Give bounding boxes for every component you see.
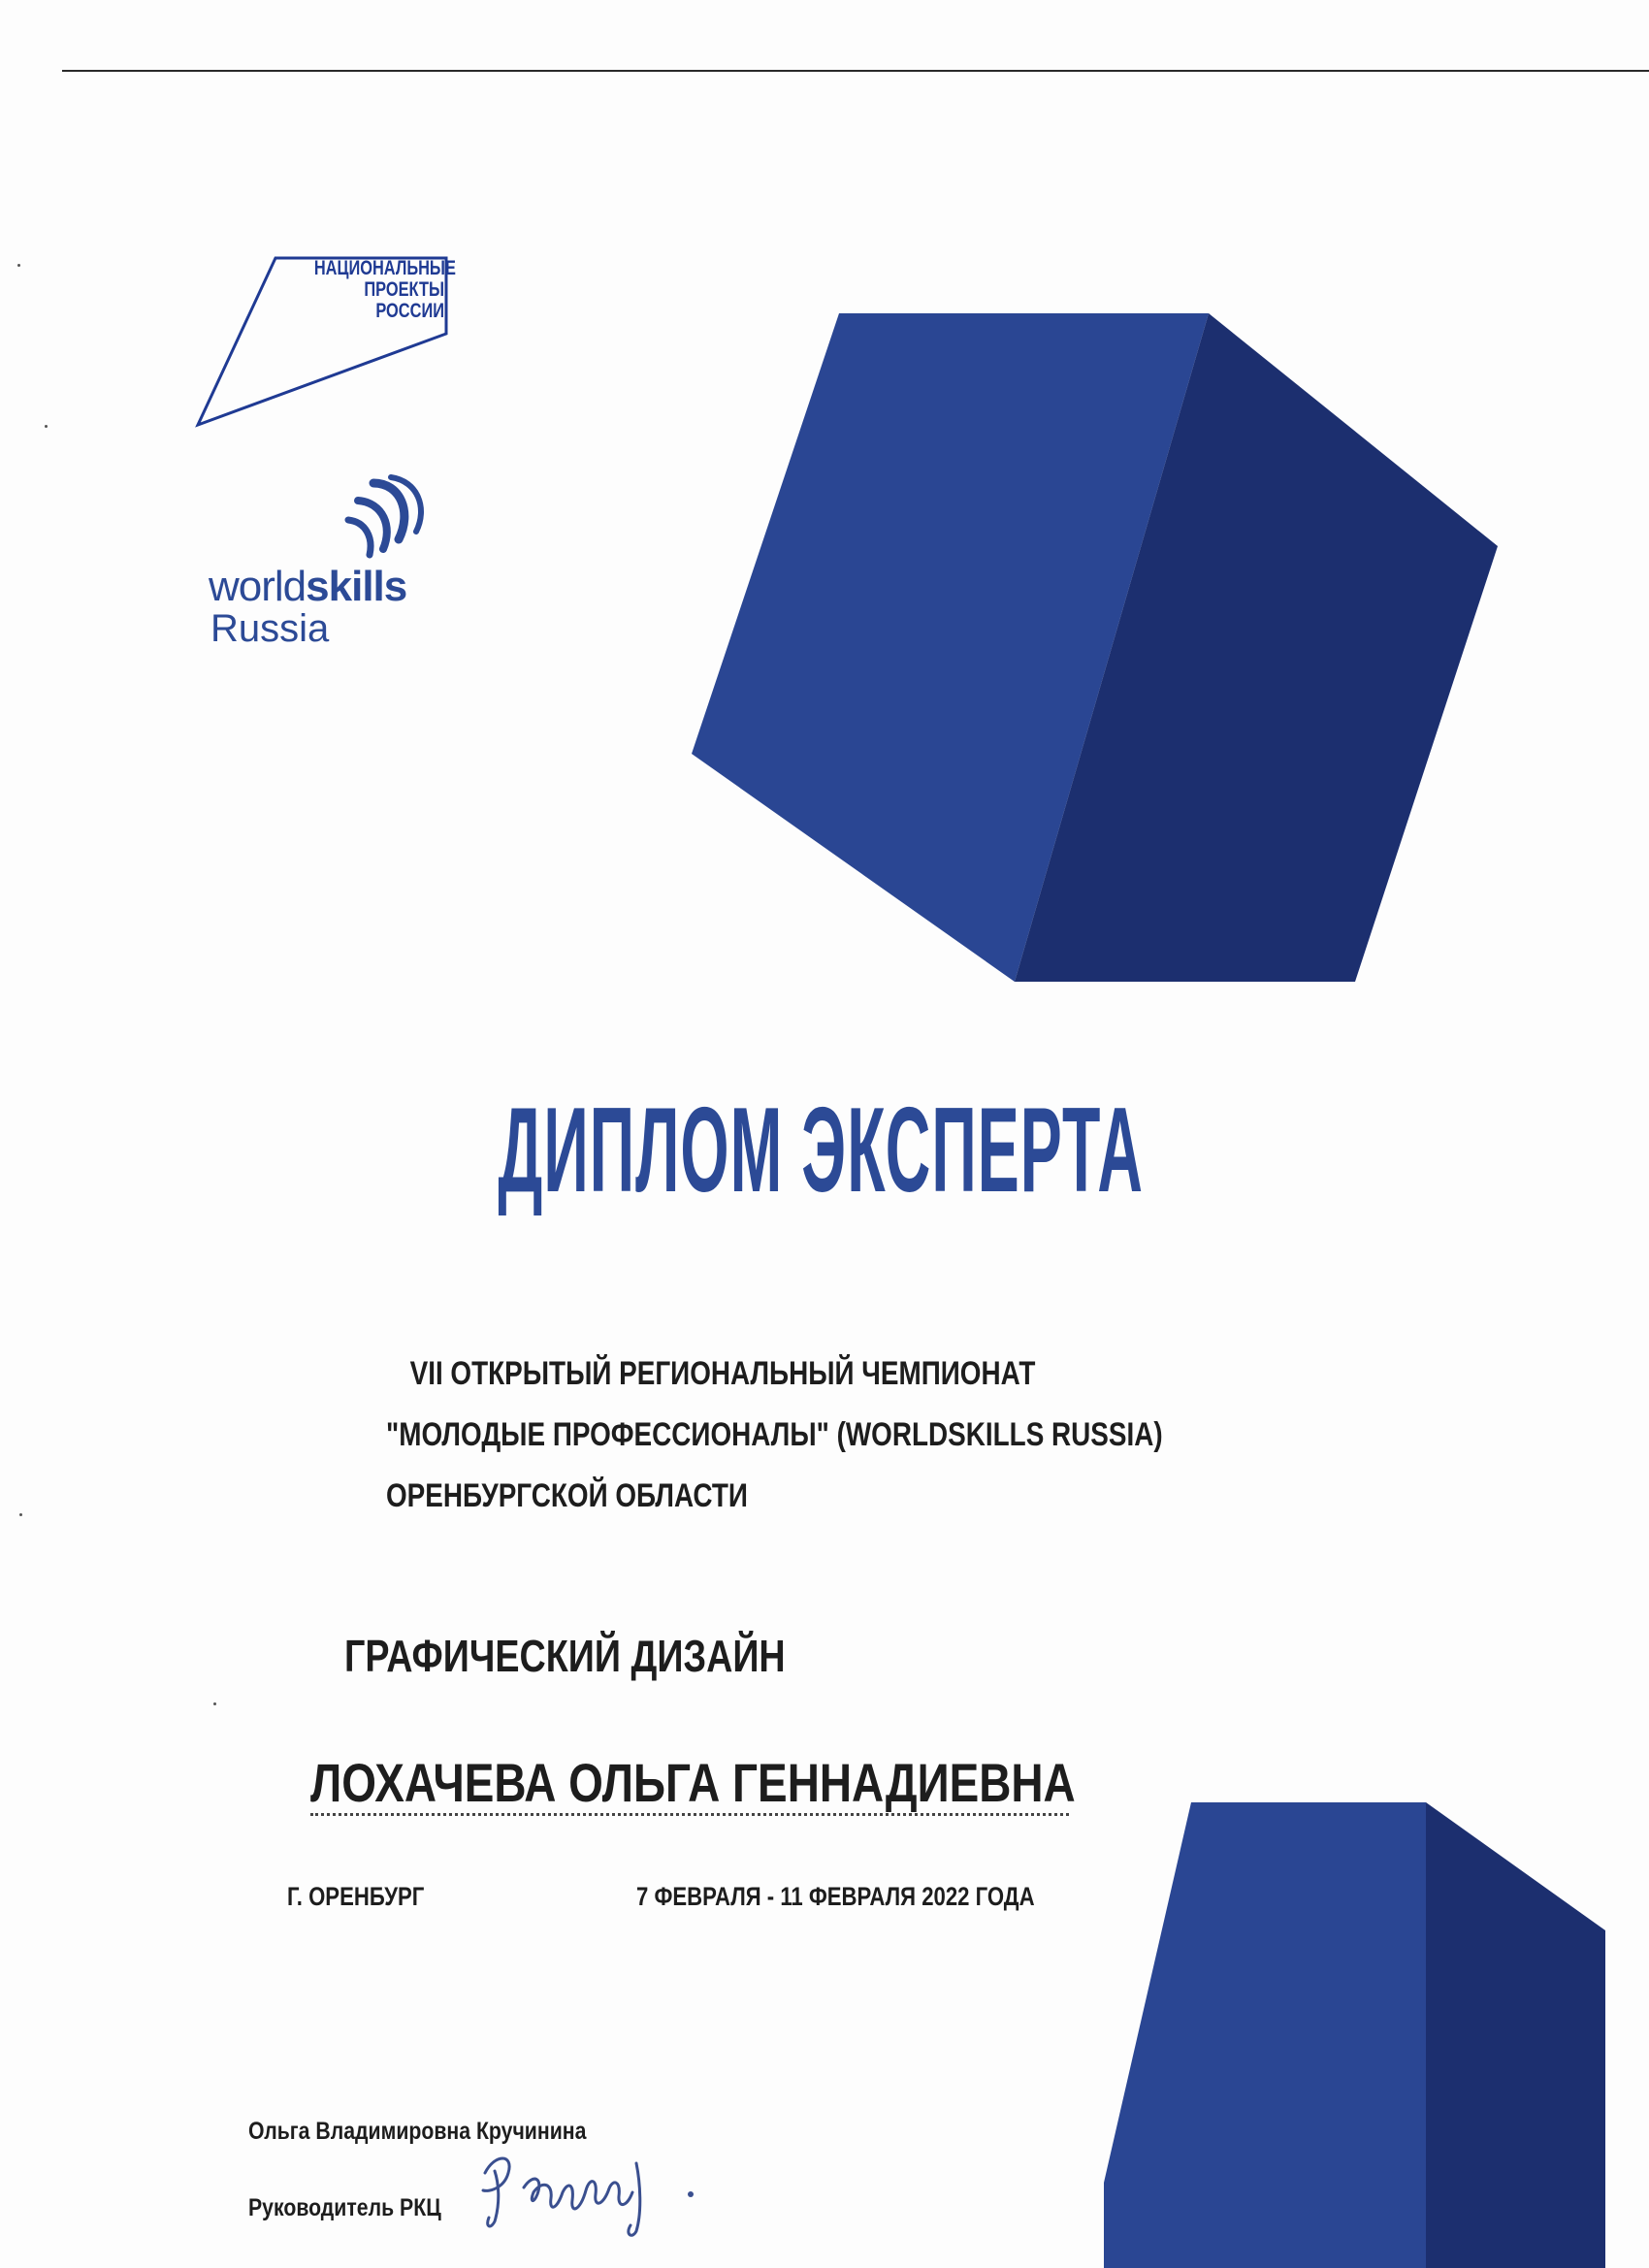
- national-projects-logo: [194, 254, 456, 429]
- decorative-cube-small: [1096, 1795, 1649, 2268]
- event-dates: 7 ФЕВРАЛЯ - 11 ФЕВРАЛЯ 2022 ГОДА: [636, 1882, 1035, 1911]
- worldskills-logo: [209, 473, 441, 658]
- signatory-name: Ольга Владимировна Кручинина: [248, 2118, 587, 2145]
- handwritten-signature: [466, 2134, 757, 2241]
- scan-speck: [45, 425, 48, 428]
- event-description: [386, 1344, 1181, 1527]
- recipient-name: ЛОХАЧЕВА ОЛЬГА ГЕННАДИЕВНА: [310, 1752, 1076, 1813]
- decorative-cube-large: [679, 306, 1504, 1004]
- scan-speck: [19, 1513, 22, 1516]
- worldskills-subtitle: Russia: [210, 607, 330, 650]
- national-projects-text: НАЦИОНАЛЬНЫЕ ПРОЕКТЫ РОССИИ: [313, 257, 456, 322]
- event-line: ОРЕНБУРГСКОЙ ОБЛАСТИ: [386, 1477, 748, 1514]
- recipient-underline: [310, 1813, 1069, 1816]
- scan-speck: [213, 1702, 216, 1705]
- scan-speck: [17, 264, 20, 267]
- worldskills-swirl-icon: [344, 473, 432, 561]
- diploma-title: ДИПЛОМ ЭКСПЕРТА: [498, 1084, 1144, 1217]
- worldskills-wordmark: worldskills: [209, 563, 407, 610]
- event-line: VII ОТКРЫТЫЙ РЕГИОНАЛЬНЫЙ ЧЕМПИОНАТ: [409, 1355, 1036, 1392]
- skill-name: ГРАФИЧЕСКИЙ ДИЗАЙН: [344, 1631, 786, 1681]
- event-city: Г. ОРЕНБУРГ: [287, 1882, 425, 1911]
- signatory-role: Руководитель РКЦ: [248, 2194, 441, 2221]
- event-line: "МОЛОДЫЕ ПРОФЕССИОНАЛЫ" (WORLDSKILLS RUSSIA): [386, 1416, 1163, 1453]
- top-rule: [62, 70, 1649, 72]
